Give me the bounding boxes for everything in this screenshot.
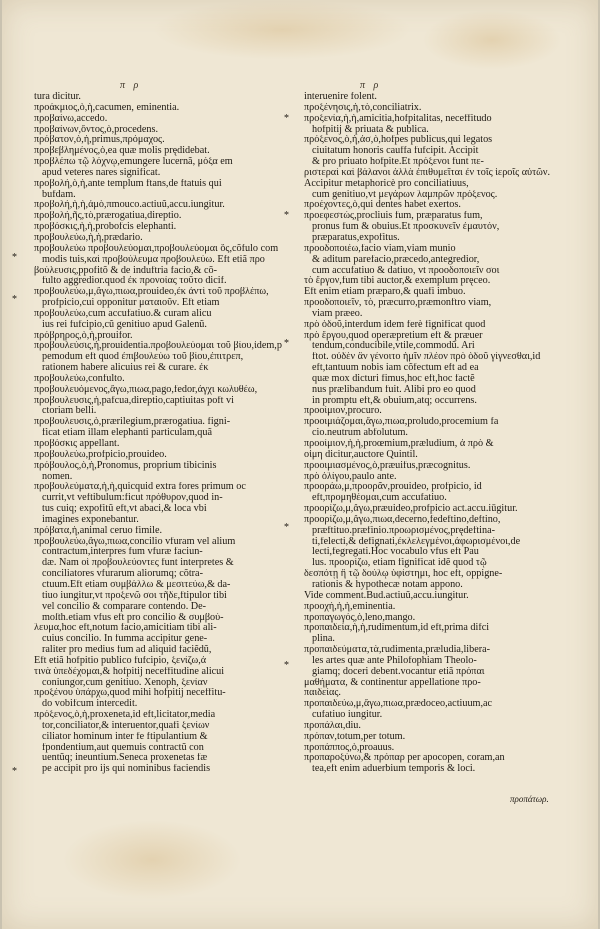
right-column xyxy=(304,92,568,775)
text-line: προξενία,ἡ,ἡ,amicitia,hofpitalitas, neceffitudo xyxy=(304,113,492,124)
text-line: imagines exponebantur. xyxy=(42,514,139,525)
text-line: lecti,fegregati.Hoc vocabulo vfus eft Pau xyxy=(312,547,479,558)
right-signature: π ρ xyxy=(360,80,382,91)
text-line: fpondentium,aut quemuis contractũ con xyxy=(42,742,204,753)
text-line: præparatus,expofitus. xyxy=(312,232,400,243)
text-line: in promptu eft,& obuium,atq; occurrens. xyxy=(312,395,477,406)
text-line: προβολή,ῆς,τὸ,prærogatiua,direptio. xyxy=(34,211,182,222)
text-line: τινὰ ὑπεδέχομαι,& hofpitij neceffitudine alicui xyxy=(34,666,225,677)
text-line: cio.neutrum abfolutum. xyxy=(312,428,408,439)
text-line: tiuo iungitur,vt προξενῶ σοι τῆδε,ftipulor tibi xyxy=(42,590,227,601)
text-line: προεφεστώς,procliuis fum, præparatus fum, xyxy=(304,211,483,222)
text-line: προβουλεύω,μ,ἄγω,πιωα,prouideo,ἐκ ἀντὶ τοῦ προβλέπω, xyxy=(34,287,269,298)
text-line: pronus fum & obuius.Et προσκυνεῖν ἐμαυτόν, xyxy=(312,222,500,233)
text-line: tor,conciliator,& interuentor,quafi ξενίων xyxy=(42,720,210,731)
text-line: ριστεραὶ καὶ βάλανοι ἀλλὰ ἐπιθυμεῖται ἐν τοῖς ἱεροῖς αὐτῶν. xyxy=(304,167,551,178)
text-line: προβουλευσις,ἡ,pafcua,direptio,captiuitas poft vi xyxy=(34,395,234,406)
text-line: & pro priuato hofpite.Et πρόξενοι funt πε- xyxy=(312,157,484,168)
text-line: προπαγωγός,ὁ,leno,mango. xyxy=(304,612,416,623)
text-line: προβουλευσις,ὁ,prærilegium,prærogatiua. figni- xyxy=(34,417,231,428)
marginal-asterisk: * xyxy=(284,522,289,533)
marginal-asterisk: * xyxy=(284,210,289,221)
text-line: eft,προμηθέομαι,cum accufatiuo. xyxy=(312,493,447,504)
marginal-asterisk: * xyxy=(284,338,289,349)
text-line: & aditum parefacio,præcedo,antegredior, xyxy=(312,254,480,265)
text-line: προβουλευόμενος,ἄγω,πιωα,pago,fedor,ἀγχι κωλυθέω, xyxy=(34,384,258,395)
text-line: προοδοποιέω,facio viam,viam munio xyxy=(304,243,456,254)
text-line: προορίζω,μ,ἄγω,præuideo,profpicio act.accu.iūgitur. xyxy=(304,504,518,515)
text-line: interuenire folent. xyxy=(304,92,377,102)
text-line: contractum,interpres fum vfuræ faciun- xyxy=(42,547,203,558)
text-line: δεσπότῃ ἢ τῷ δούλῳ ὑφίστημι, hoc eft, oppigne- xyxy=(304,569,503,580)
text-line: plina. xyxy=(312,634,335,645)
text-line: προβουλεύω,ἡ,ἡ,prædario. xyxy=(34,232,143,243)
text-line: οἶμη dicitur,auctore Quintil. xyxy=(304,449,418,460)
text-line: προπαιδεύω,μ,ἄγω,πιωα,prædoceo,actiuum,ac xyxy=(304,699,493,710)
paper-stain xyxy=(152,0,412,60)
text-line: προξένησις,ἡ,τὸ,conciliatrix. xyxy=(304,102,422,113)
text-line: cuius concilio. In fumma accipitur gene- xyxy=(42,634,208,645)
text-line: hofpitij & priuata & publica. xyxy=(312,124,429,135)
text-line: nomen. xyxy=(42,471,73,482)
text-line: modis tuis,καὶ προβούλευμα προβουλεύω. Eft etiã προ xyxy=(42,254,265,265)
text-line: vel concilio & comparare contendo. De- xyxy=(42,601,207,612)
text-line: cufatiuo iungitur. xyxy=(312,710,383,721)
text-line: πρὸ ὀλίγου,paulo ante. xyxy=(304,471,397,482)
text-line: προβλέπω τῷ λόχνῳ,emungere lucernã, μόξα em xyxy=(34,157,233,168)
text-line: rationem habere alicuius rei & curare. ἐκ xyxy=(42,363,209,374)
text-line: προέχοντες,ὁ,qui dentes habet exertos. xyxy=(304,200,461,211)
text-line: προορίζω,μ,ἄγω,πιωα,decerno,fedeftino,deftino, xyxy=(304,514,501,525)
marginal-asterisk: * xyxy=(12,766,17,777)
text-line: προβόσκις,ἡ,ἡ,probofcis elephanti. xyxy=(34,222,177,233)
text-line: προοδοποιεῖν, τὸ, præcurro,præmonftro viam, xyxy=(304,298,492,309)
text-line: ciliator hominum inter fe ftipulantium & xyxy=(42,731,208,742)
text-line: προοράω,μ,προορᾶν,prouideo, profpicio, id xyxy=(304,482,482,493)
text-line: προοιμιασμένος,ὁ,præuifus,præcognitus. xyxy=(304,460,471,471)
marginal-asterisk: * xyxy=(284,660,289,671)
text-line: προβουλεύματα,ἡ,ἡ,quicquid extra fores primum oc xyxy=(34,482,246,493)
text-line: Vide comment.Bud.actiuũ,accu.iungitur. xyxy=(304,590,469,601)
text-line: coniungor,cum genitiuo. Xenoph, ξενίαν xyxy=(42,677,208,688)
text-line: προβουλεύω,profpicio,prouideo. xyxy=(34,449,167,460)
text-line: conciliatores vfurarum aliorumq; cõtra- xyxy=(42,569,203,580)
text-line: μαθήματα, & continentur appellatione προ- xyxy=(304,677,481,688)
text-line: currit,vt veftibulum:ficut πρόθυρον,quod in- xyxy=(42,493,223,504)
text-line: lus. προορίζω, etiam fignificat idẽ quod τῷ xyxy=(312,558,487,569)
text-line: Eft enim etiam præparo,& quafi imbuo. xyxy=(304,287,466,298)
text-line: dæ. Nam οἱ προβουλεύοντες funt interpretes & xyxy=(42,558,234,569)
text-line: uentũq; ineuntium.Seneca proxenetas fæ xyxy=(42,753,208,764)
text-line: προβαίνων,ὄντος,ὁ,procedens. xyxy=(34,124,159,135)
text-line: λευμα,hoc eft,notum facio,amicitiam tibi ali- xyxy=(34,623,217,634)
text-line: ficat etiam illam elephanti particulam,quã xyxy=(42,428,213,439)
text-line: ftot. οὐδὲν ἂν γένοιτο ἡμῖν πλέον πρὸ ὁδοῦ γίγνεσθαι,id xyxy=(312,352,541,363)
text-line: προβολή,ἡ,ἡ,ἀμὸ,πmouco.actiuũ,accu.iungitur. xyxy=(34,200,225,211)
book-page xyxy=(2,0,598,929)
marginal-asterisk: * xyxy=(12,294,17,305)
text-line: προοχή,ἡ,ἡ,eminentia. xyxy=(304,601,396,612)
text-line: tendum,conducibile,vtile,commodũ. Ari xyxy=(312,341,475,352)
text-line: Eft etiã hofpitio publico fufcipio, ξενίζω,ἀ xyxy=(34,655,207,666)
text-line: προβουλεύω προβουλεύομαι,προβουλεύομαι ὅς,cõfulo com xyxy=(34,243,279,254)
text-line: ciuitatum honoris cauffa fufcipit. Accipit xyxy=(312,146,479,157)
text-line: apud veteres nares significat. xyxy=(42,167,161,178)
text-line: eft,tantuum nobis iam cõfectum eft ad ea xyxy=(312,363,479,374)
text-line: πρόβατον,ὁ,ἡ,primus,πρόμαχος. xyxy=(34,135,165,146)
text-line: giamq; doceri debent.vocantur etiã πρόπαι xyxy=(312,666,485,677)
paper-stain xyxy=(422,10,562,70)
text-line: do vobifcum intercedit. xyxy=(42,699,138,710)
text-line: πρόπαν,totum,per totum. xyxy=(304,731,406,742)
text-line: προοίμιον,ἡ,ἡ,proœmium,præludium, ἀ πρὸ & xyxy=(304,439,494,449)
text-line: προβουλεύω,cum accufatiuo.& curam alicu xyxy=(34,308,212,319)
text-line: προβουλεύω,ἄγω,πιωα,concilio vfuram vel alium xyxy=(34,536,236,547)
text-line: προπάλαι,diu. xyxy=(304,720,361,731)
text-line: tura dicitur. xyxy=(34,92,81,102)
text-line: προπαιδεύματα,τὰ,rudimenta,præludia,libera- xyxy=(304,645,491,656)
text-line: πρὸ ἔργου,quod operæpretium eft & præuer xyxy=(304,330,483,341)
text-line: cum genitiuo,vt μεγάρων λαμπρῶν πρόξενος. xyxy=(312,189,498,200)
text-line: Accipitur metaphoricè pro conciliatiuus, xyxy=(304,178,469,189)
text-line: προπαιδεία,ἡ,ἡ,rudimentum,id eft,prima difci xyxy=(304,623,490,634)
text-line: nus prælibandum fuit. Alibi pro eo quod xyxy=(312,384,476,395)
text-line: παιδείας. xyxy=(304,688,341,699)
text-line: πρόξενος,ὁ,ἡ,ἀσ,ὁ,hofpes publicus,qui legatos xyxy=(304,135,493,146)
left-column xyxy=(34,92,292,775)
text-line: πρὸ ὁδοῦ,interdum idem ferè fignificat quod xyxy=(304,319,486,330)
left-signature: π ρ xyxy=(120,80,142,91)
catchword: προπάτωρ. xyxy=(510,794,549,804)
text-line: ius rei fufcipio,cũ genitiuo apud Galenũ. xyxy=(42,319,207,330)
text-line: pe accipit pro ijs qui nominibus faciendis xyxy=(42,764,211,775)
text-line: τὸ ἔργον,fum tibi auctor,& exemplum pręceo. xyxy=(304,276,491,287)
text-line: προξένου ὑπάρχω,quod mihi hofpitij neceffitu- xyxy=(34,688,226,699)
text-line: ctuum.Eft etiam συμβάλλω & μεσιτεύω,& da- xyxy=(42,579,231,590)
paper-stain xyxy=(62,820,242,900)
text-line: ctoriam belli. xyxy=(42,406,97,417)
text-line: tea,eft enim aduerbium temporis & loci. xyxy=(312,764,476,775)
text-line: πρόβρηρος,ὁ,ἡ,prouifor. xyxy=(34,330,133,341)
marginal-asterisk: * xyxy=(12,252,17,263)
text-line: cum accufatiuo & datiuo, vt προοδοποιεῖν σοι xyxy=(312,265,500,276)
text-line: προβεβλημένος,ὁ,ea quæ molis prędidebat. xyxy=(34,146,210,157)
text-line: viam præeo. xyxy=(312,308,363,319)
text-line: προβόσκις appellant. xyxy=(34,439,120,449)
text-line: πρόβουλος,ὁ,ἡ,Pronomus, proprium tibicinis xyxy=(34,460,217,471)
text-line: fulto aggredior.quod ἐκ προνοίας τοῦτο dicif. xyxy=(42,276,227,287)
text-line: tus cuiq; expofitũ eft,vt abaci,& loca vbi xyxy=(42,504,207,515)
text-line: ti,felecti,& defignati,ἐκλελεγμένοι,ἀφωρισμένοι,de xyxy=(312,536,521,547)
text-line: προοιμιάζομαι,ἄγω,πιωα,proludo,procemium fa xyxy=(304,417,499,428)
text-line: προβουλεύσις,ἡ,prouidentia.προβουλεύομαι τοῦ βίου,ἰdem,p xyxy=(34,341,282,352)
text-line: βούλευσις,ppofitõ & de induftria facio,& cõ- xyxy=(34,265,218,276)
text-line: προβουλεύω,confulto. xyxy=(34,373,125,384)
text-line: προάκμιος,ὁ,ἡ,cacumen, eminentia. xyxy=(34,102,180,113)
text-line: raliter pro medius fum ad aliquid faciẽdũ, xyxy=(42,645,212,656)
text-line: προπάππος,ὁ,proauus. xyxy=(304,742,395,753)
text-line: moſth.etiam vfus eft pro concilio & συμβού- xyxy=(42,612,224,623)
text-line: bufdam. xyxy=(42,189,76,200)
text-line: præftituo.præfinio.προωρισμένος,prędeftina- xyxy=(312,525,496,536)
text-line: les artes quæ ante Philofophiam Theolo- xyxy=(312,655,477,666)
marginal-asterisk: * xyxy=(284,113,289,124)
text-line: rationis & hypothecæ notam appono. xyxy=(312,579,463,590)
text-line: προβαίνω,accedo. xyxy=(34,113,108,124)
text-line: quæ mox dicturi fimus,hoc eft,hoc factẽ xyxy=(312,373,475,384)
text-line: προβολή,ὁ,ἡ,ante templum ftans,de ftatuis qui xyxy=(34,178,222,189)
text-line: προπαροξύνω,& πρόπαρ per apocopen, coram,an xyxy=(304,753,505,764)
text-line: profpicio,cui opponitur ματαιοῦν. Eft etiam xyxy=(42,298,220,309)
text-line: προοίμιον,procuro. xyxy=(304,406,382,417)
text-line: pemodum eft quod ἐπιβουλεύω τοῦ βίου,ἐπιτρεπ, xyxy=(42,352,244,363)
text-line: πρόβατα,ἡ,animal ceruo fimile. xyxy=(34,525,163,536)
text-line: πρόξενος,ὁ,ἡ,proxeneta,id eft,licitator,media xyxy=(34,710,216,721)
